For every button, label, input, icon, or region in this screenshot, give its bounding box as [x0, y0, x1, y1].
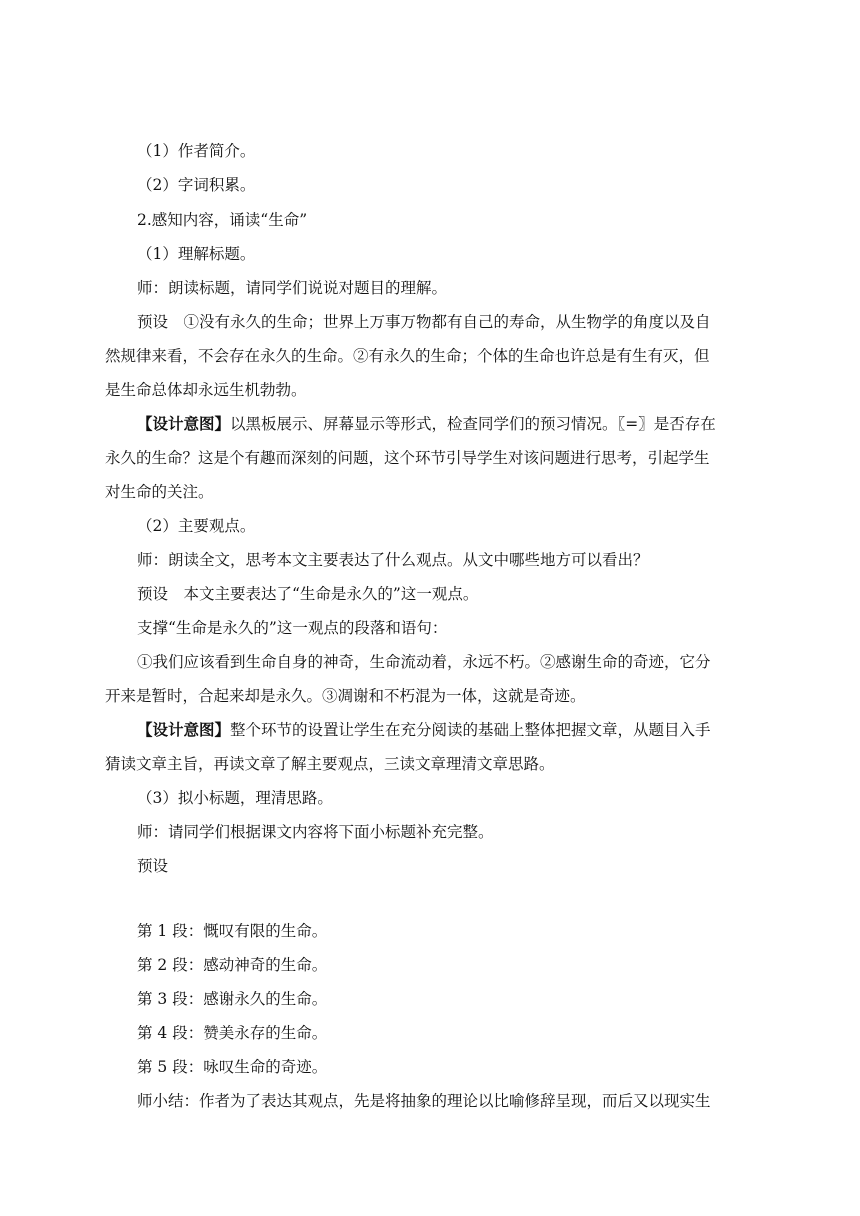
paragraph-preset-2: 预设 本文主要表达了“生命是永久的”这一观点。 [137, 585, 479, 603]
paragraph-teacher-summary: 师小结：作者为了表达其观点，先是将抽象的理论以比喻修辞呈现，而后又以现实生 [137, 1092, 711, 1110]
paragraph-teacher-subtitles: 师：请同学们根据课文内容将下面小标题补充完整。 [137, 823, 494, 841]
paragraph-understand-title: （1）理解标题。 [137, 245, 256, 263]
paragraph-preset-1-line-1: 预设 ①没有永久的生命；世界上万事万物都有自己的寿命，从生物学的角度以及自 [137, 313, 711, 331]
paragraph-main-viewpoint: （2）主要观点。 [137, 517, 256, 535]
paragraph-design-intent-2-line-1 [137, 720, 711, 740]
paragraph-preset-1-line-2: 然规律来看，不会存在永久的生命。②有永久的生命；个体的生命也许总是有生有灭，但 [105, 347, 710, 365]
paragraph-quotes-line-1: ①我们应该看到生命自身的神奇，生命流动着，永远不朽。②感谢生命的奇迹，它分 [137, 653, 711, 671]
paragraph-teacher-read-full: 师：朗读全文，思考本文主要表达了什么观点。从文中哪些地方可以看出？ [137, 551, 649, 569]
design-intent-text: 以黑板展示、屏幕显示等形式，检查同学们的预习情况。〖=〗是否存在 [230, 415, 716, 433]
paragraph-teacher-read-title: 师：朗读标题，请同学们说说对题目的理解。 [137, 279, 448, 297]
design-intent-label: 【设计意图】 [137, 720, 231, 739]
paragraph-design-intent-2-line-2: 猜读文章主旨，再读文章了解主要观点，三读文章理清文章思路。 [105, 755, 555, 773]
paragraph-subtitles: （3）拟小标题，理清思路。 [137, 789, 333, 807]
paragraph-design-intent-1-line-1 [137, 414, 716, 434]
paragraph-preset-3: 预设 [137, 857, 169, 875]
paragraph-design-intent-1-line-2: 永久的生命？这是个有趣而深刻的问题，这个环节引导学生对该问题进行思考，引起学生 [105, 449, 710, 467]
paragraph-quotes-line-2: 开来是暂时，合起来却是永久。③凋谢和不朽混为一体，这就是奇迹。 [105, 687, 586, 705]
paragraph-author-intro: （1）作者简介。 [137, 142, 256, 160]
design-intent-text: 整个环节的设置让学生在充分阅读的基础上整体把握文章，从题目入手 [230, 721, 711, 739]
list-item-paragraph-1: 第 1 段：慨叹有限的生命。 [137, 922, 328, 940]
paragraph-design-intent-1-line-3: 对生命的关注。 [105, 483, 214, 501]
paragraph-preset-1-line-3: 是生命总体却永远生机勃勃。 [105, 381, 307, 399]
section-heading-perceive-content: 2.感知内容，诵读“生命” [137, 211, 308, 229]
list-item-paragraph-3: 第 3 段：感谢永久的生命。 [137, 990, 328, 1008]
design-intent-label: 【设计意图】 [137, 414, 231, 433]
list-item-paragraph-2: 第 2 段：感动神奇的生命。 [137, 956, 328, 974]
paragraph-support-sentences: 支撑“生命是永久的”这一观点的段落和语句： [137, 619, 448, 637]
paragraph-vocabulary: （2）字词积累。 [137, 176, 256, 194]
list-item-paragraph-5: 第 5 段：咏叹生命的奇迹。 [137, 1058, 328, 1076]
list-item-paragraph-4: 第 4 段：赞美永存的生命。 [137, 1024, 328, 1042]
